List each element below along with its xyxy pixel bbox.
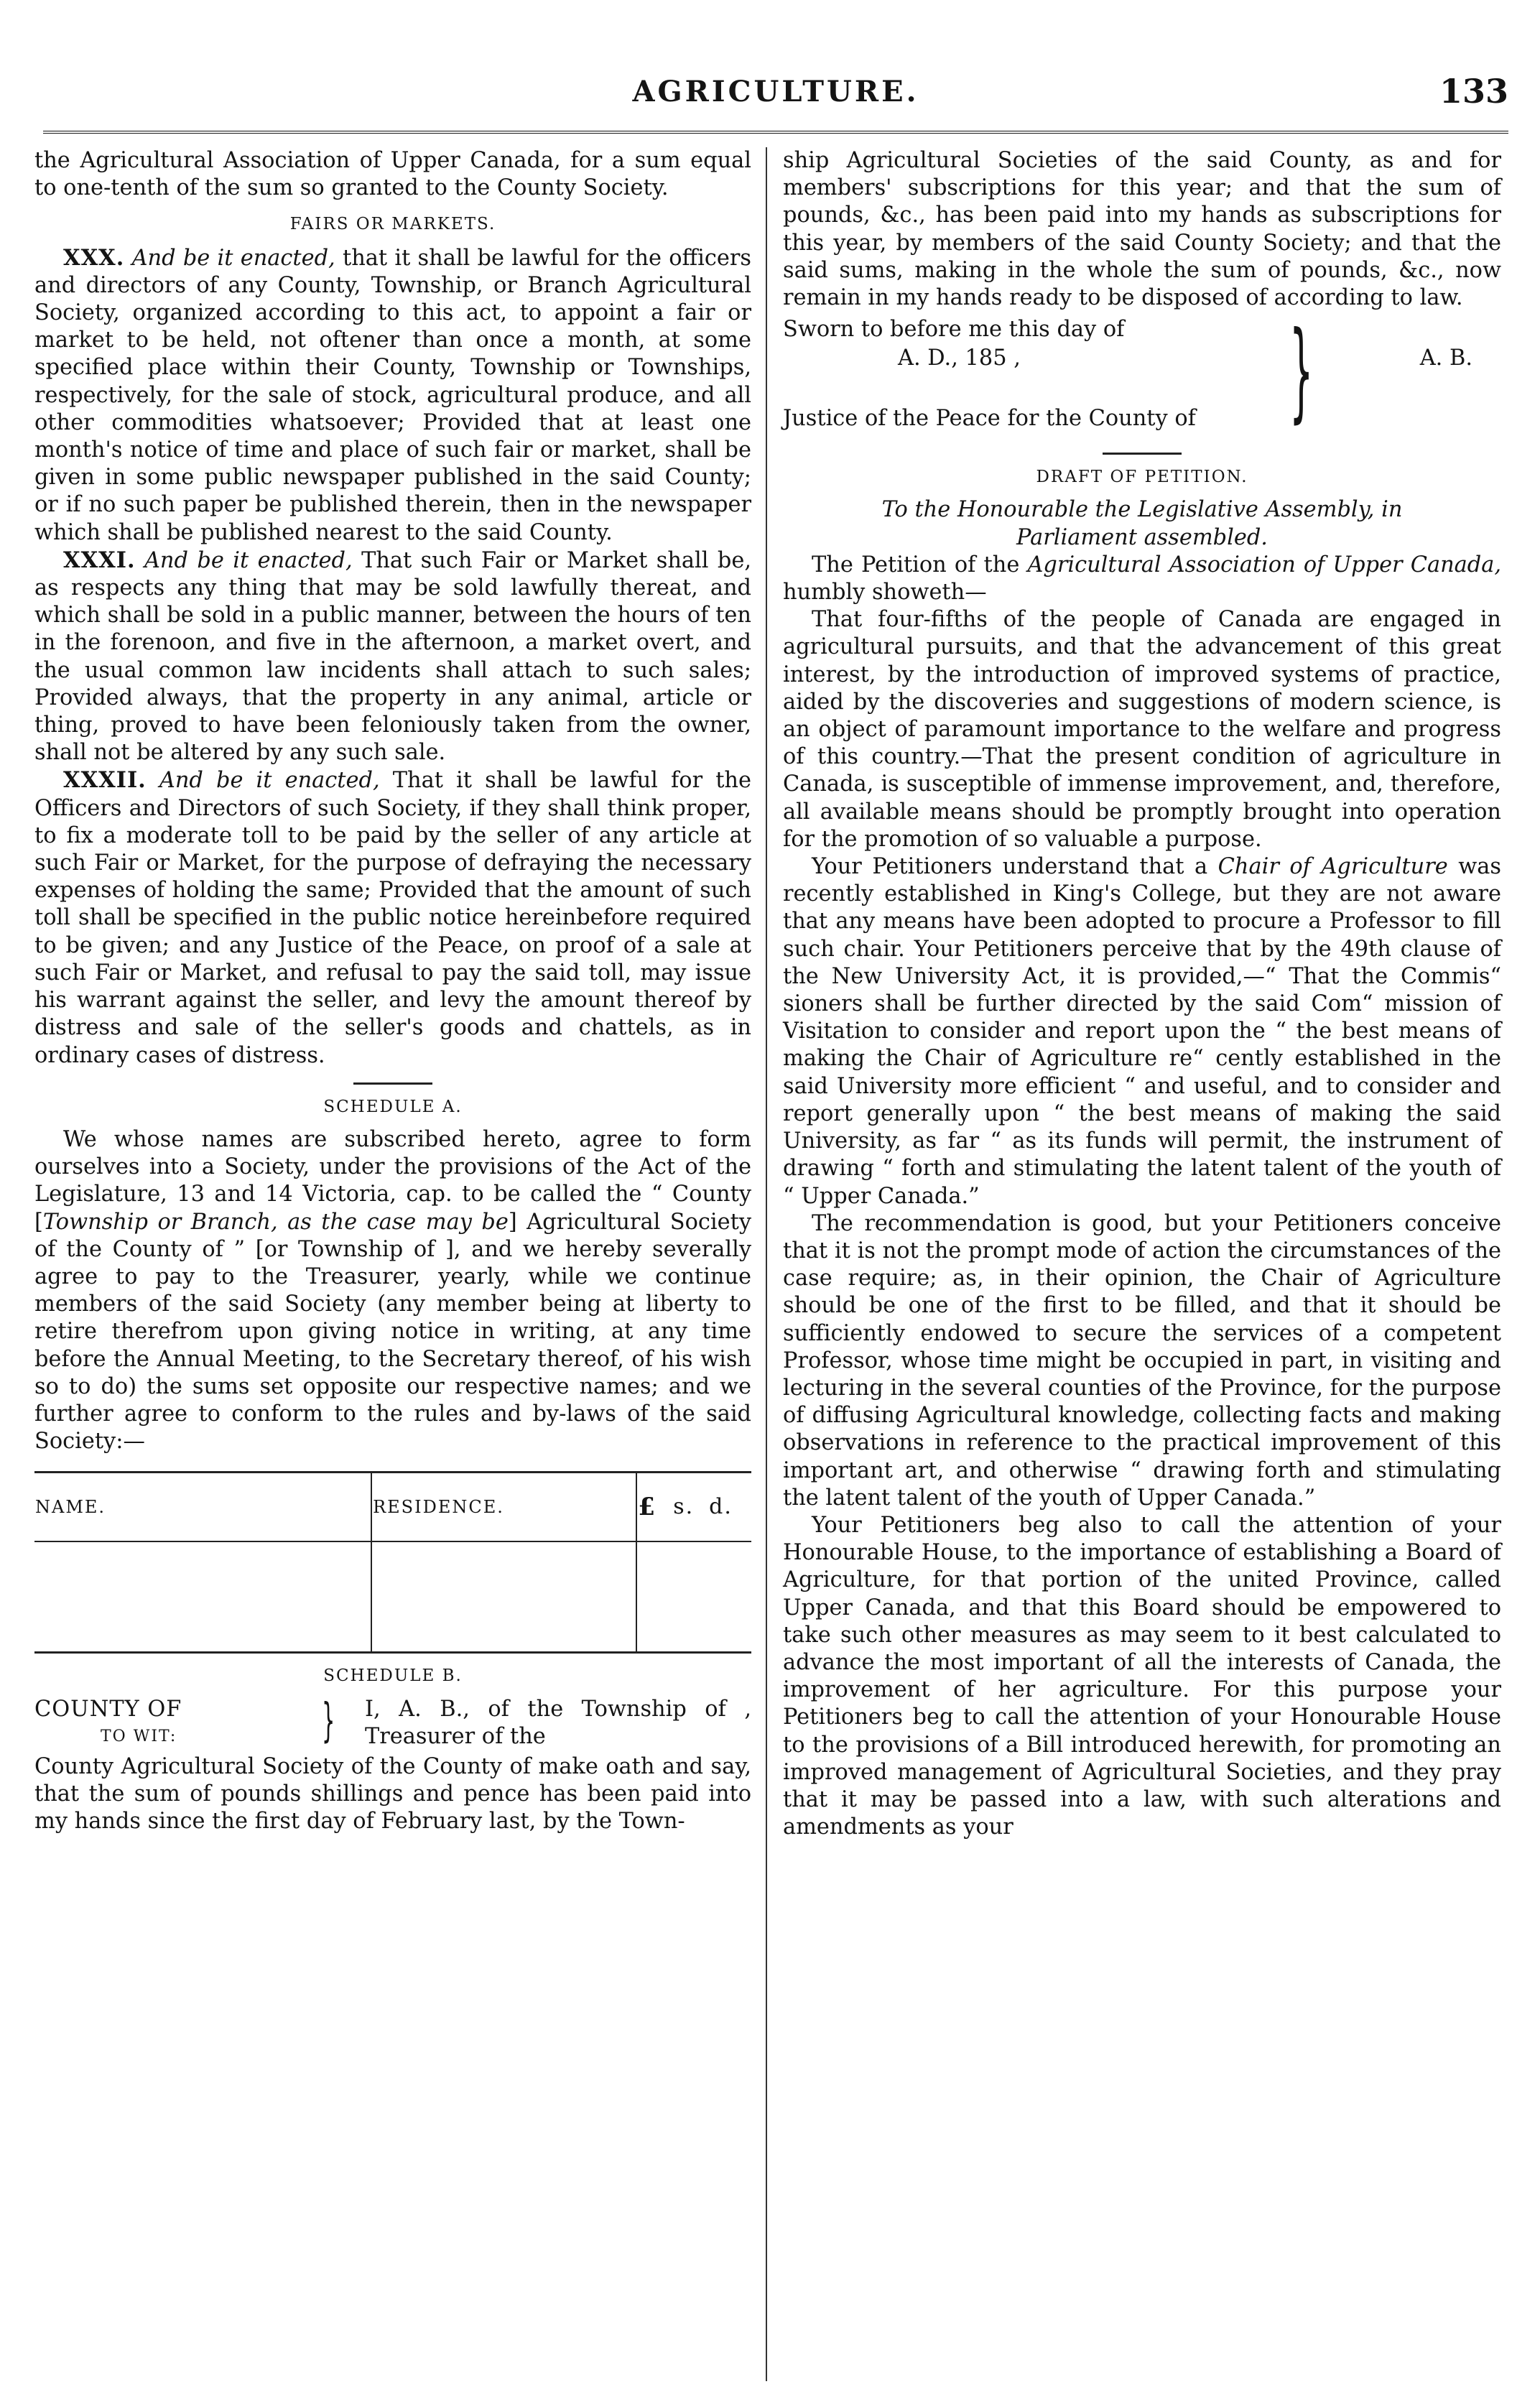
- oath-continuation: ship Agricultural Societies of the said County, as and for members' subscriptions for this year; and that the sum of pounds, &c., has been paid into my hands as subscriptions for this year, by members of the said County Society; and that the said sums, making in the whole the sum of pounds, &c., now remain in my hands ready to be disposed of according to law.: [783, 148, 1501, 311]
- heading-draft-petition: DRAFT OF PETITION.: [1036, 468, 1248, 487]
- page-number: 133: [1439, 72, 1508, 111]
- petition-paragraph-2-part1: Your Petitioners understand that a: [812, 854, 1218, 880]
- table-row: [34, 1541, 751, 1653]
- petition-opening-italic: Agricultural Association of Upper Canada,: [1027, 552, 1501, 578]
- column-header-pounds: £: [636, 1473, 672, 1542]
- table-cell-residence: [371, 1541, 636, 1653]
- section-30-enact: And be it enacted,: [131, 245, 335, 271]
- county-of-label: COUNTY OF: [34, 1696, 182, 1722]
- section-32-text: That it shall be lawful for the Officers and Directors of such Society, if they shall think proper, to fix a moderate toll to be paid by the seller of any article at such Fair or Market, for the purpose of defraying the necessary expenses of holding the same; Provided that the amount of such toll shall be specified in the public notice hereinbefore required to be given; and any Justice of the Peace, on proof of a sale at such Fair or Market, and refusal to pay the said toll, may issue his warrant against the seller, and levy the amount thereof by distress and sale of the seller's goods and chattels, as in ordinary cases of distress.: [34, 768, 751, 1068]
- section-31-number: XXXI.: [63, 547, 136, 573]
- table-cell-name: [34, 1541, 371, 1653]
- column-header-name: NAME.: [34, 1473, 371, 1542]
- petition-paragraph-2-part2: was recently established in King's College, but they are not aware that any means have been adopted to procure a Professor to fill such chair. Your Petitioners perceive that by the 49th clause of the New University Act, it is provided,—“ That the Commis“ sioners shall be further directed by the said Com“ mission of Visitation to consider and report upon the “ the best means of making the Chair of Agriculture re“ cently established in the said University more efficient “ and useful, and to consider and report generally upon “ the best means of making the said University, as far “ as its funds will permit, the instrument of drawing “ forth and stimulating the latent talent of the youth of “ Upper Canada.”: [783, 854, 1501, 1209]
- heading-schedule-b: SCHEDULE B.: [323, 1666, 463, 1686]
- petition-paragraph-4: Your Petitioners beg also to call the attention of your Honourable House, to the importance of establishing a Board of Agriculture, for that portion of the united Province, called Upper Canada, and that this Board should be empowered to take such other measures as may seem to it best calculated to advance the most important of all the interests of Canada, the improvement of her agriculture. For this purpose your Petitioners beg to call the attention of your Honourable House to the provisions of a Bill introduced herewith, for promoting an improved management of Agricultural Societies, and they pray that it may be passed into a law, with such alterations and amendments as your: [783, 1512, 1501, 1840]
- justice-line: Justice of the Peace for the County of: [783, 406, 1196, 432]
- petition-paragraph-2-italic: Chair of Agriculture: [1217, 854, 1448, 880]
- column-divider: [766, 147, 767, 2381]
- section-30-number: XXX.: [63, 244, 125, 271]
- member-subscription-table: [34, 1471, 751, 1654]
- petition-paragraph-2: [783, 853, 1501, 1210]
- section-32: [34, 766, 751, 1069]
- schedule-a-text-part2: ] Agricultural Society of the County of ” [or Township of ], and we hereby severally agree to pay to the Treasurer, yearly, while we continue members of the said Society (any member being at liberty to retire therefrom upon giving notice in writing, at any time before the Annual Meeting, to the Secretary thereof, of his wish so to do) the sums set opposite our respective names; and we further agree to conform to the rules and by-laws of the said Society:—: [34, 1209, 752, 1455]
- section-30: [34, 244, 751, 547]
- oath-signature-form: [783, 309, 1501, 440]
- petition-opening-part1: The Petition of the: [812, 552, 1028, 578]
- column-header-shillings: s.: [672, 1473, 708, 1542]
- column-header-pence: d.: [708, 1473, 751, 1542]
- anno-domini-line: A. D., 185 ,: [898, 346, 1021, 371]
- section-rule: [353, 1082, 432, 1085]
- petition-paragraph-3: The recommendation is good, but your Petitioners conceive that it is not the prompt mode of action the circumstances of the case require; as, in their opinion, the Chair of Agriculture should be one of the first to be filled, and that it should be sufficiently endowed to secure the services of a competent Professor, whose time might be occupied in part, in visiting and lecturing in the several counties of the Province, for the purpose of diffusing Agricultural knowledge, collecting facts and making observations in reference to the practical improvement of this important art, and otherwise “ drawing forth and stimulating the latent talent of the youth of Upper Canada.”: [783, 1210, 1501, 1511]
- running-head: [43, 69, 1508, 119]
- opening-paragraph: the Agricultural Association of Upper Canada, for a sum equal to one-tenth of the sum so granted to the County Society.: [34, 148, 751, 201]
- petition-opening: [783, 552, 1501, 606]
- schedule-b-text: County Agricultural Society of the County of make oath and say, that the sum of pounds shillings and pence has been paid into my hands since the first day of February last, by the Town-: [34, 1753, 751, 1834]
- signature-initials: A. B.: [1419, 346, 1472, 371]
- running-title: AGRICULTURE.: [632, 75, 919, 108]
- section-rule: [1103, 453, 1182, 455]
- section-30-text: that it shall be lawful for the officers and directors of any County, Township, or Branch Agricultural Society, organized according to this act, to appoint a fair or market to be held, not oftener than once a month, at some specified place within their County, Township or Townships, respectively, for the sale of stock, agricultural produce, and all other commodities whatsoever; Provided that at least one month's notice of time and place of such fair or market, shall be given in some public newspaper published in the said County; or if no such paper be published therein, then in the newspaper which shall be published nearest to the said County.: [34, 245, 751, 545]
- schedule-a-text-italic: Township or Branch, as the case may be: [42, 1209, 509, 1235]
- table-cell-pounds: [636, 1541, 672, 1653]
- petition-address-line-1: To the Honourable the Legislative Assembly, in: [881, 497, 1403, 523]
- to-wit-label: TO WIT:: [101, 1727, 177, 1745]
- section-31: [34, 547, 751, 767]
- section-32-number: XXXII.: [63, 767, 147, 794]
- oath-affiant: I, A. B., of the Township of , Treasurer of the: [365, 1696, 751, 1749]
- petition-address-line-2: Parliament assembled.: [1016, 524, 1268, 550]
- table-header-row: [34, 1473, 751, 1542]
- header-rule: [43, 131, 1508, 134]
- section-31-text: That such Fair or Market shall be, as respects any thing that may be sold lawfully thereat, and which shall be sold in a public manner, between the hours of ten in the forenoon, and five in the afternoon, a market overt, and the usual common law incidents shall attach to such sales; Provided always, that the property in any animal, article or thing, proved to have been feloniously taken from the owner, shall not be altered by any such sale.: [34, 547, 751, 766]
- sworn-line: Sworn to before me this day of: [783, 317, 1125, 343]
- table-cell-pence: [708, 1541, 751, 1653]
- left-column: [34, 147, 751, 1835]
- table-cell-shillings: [672, 1541, 708, 1653]
- column-header-residence: RESIDENCE.: [371, 1473, 636, 1542]
- right-column: [783, 147, 1501, 1841]
- petition-opening-part2: humbly showeth—: [783, 580, 987, 606]
- petition-paragraph-1: That four-fifths of the people of Canada are engaged in agricultural pursuits, and that the advancement of this great interest, by the introduction of improved systems of practice, aided by the discoveries and suggestions of modern science, is an object of paramount importance to the welfare and progress of this country.—That the present condition of agriculture in Canada, is susceptible of immense improvement, and, therefore, all available means should be promptly brought into operation for the promotion of so valuable a purpose.: [783, 607, 1501, 852]
- brace-mark: }: [1289, 309, 1314, 435]
- schedule-a-text: [34, 1126, 751, 1455]
- schedule-a-text-part1: We whose names are subscribed hereto, agree to form ourselves into a Society, under the provisions of the Act of the Legislature, 13 and 14 Victoria, cap. to be called the “ County [: [34, 1126, 751, 1235]
- heading-fairs-markets: FAIRS OR MARKETS.: [289, 215, 496, 234]
- brace-mark: }: [322, 1694, 335, 1748]
- section-31-enact: And be it enacted,: [144, 547, 353, 573]
- oath-county-block: [34, 1696, 751, 1753]
- section-32-enact: And be it enacted,: [159, 768, 380, 794]
- heading-schedule-a: SCHEDULE A.: [323, 1097, 463, 1116]
